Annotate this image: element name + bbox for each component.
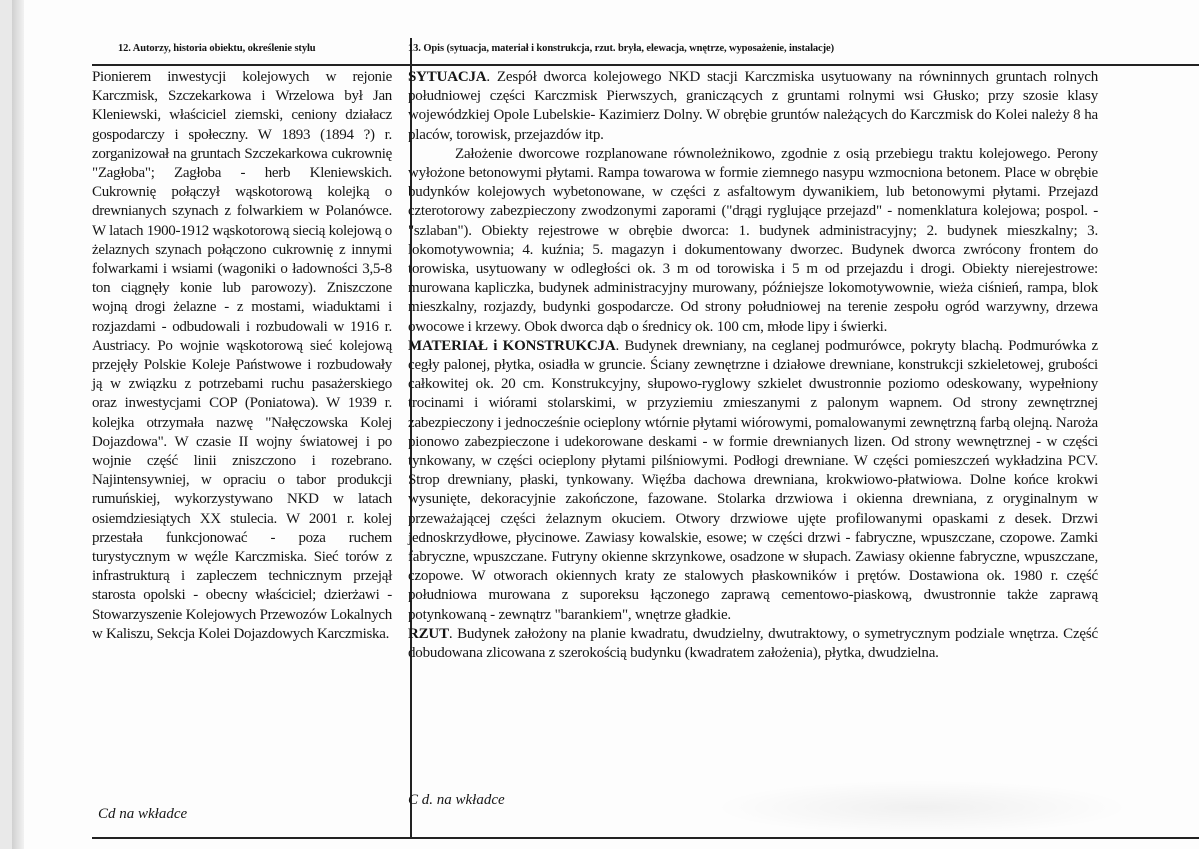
rzut-heading: RZUT bbox=[408, 625, 449, 642]
header-rule bbox=[92, 64, 1199, 66]
scan-edge bbox=[12, 0, 24, 849]
zalozenie-paragraph: Założenie dworcowe rozplanowane równoleżnikowo, zgodnie z osią przebiegu traktu kolejowego. Perony wyłożone betonowymi płytami. Rampa towarowa w formie ziemnego nasypu wzmocniona betonem. Place w obrębie budynków kolejowych wybetonowane, w części z asfaltowym dywanikiem, lub betonowymi płytami. Przejazd czterotorowy zabezpieczony zwodzonymi zaporami ("drągi ryglujące przejazd" - nomenklatura kolejowa; pospol. - "szlaban"). Obiekty rejestrowe w obrębie dworca: 1. budynek administracyjny; 2. budynek mieszkalny; 3. lokomotywownia; 4. kuźnia; 5. magazyn i dokumentowany dworzec. Budynek dworca zwrócony frontem do torowiska, usytuowany w odległości ok. 3 m od torowiska i 5 m od przejazdu i drogi. Obiekty nierejestrowe: murowana kapliczka, budynek administracyjny murowany, późniejsze lokomotywownie, wieża ciśnień, rampa, blok mieszkalny, rozjazdy, budynki gospodarcze. Od strony południowej na terenie zespołu ogród warzywny, drzewa owocowe i krzewy. Obok dworca dąb o średnicy ok. 100 cm, młode lipy i świerki. bbox=[408, 145, 1098, 335]
history-text: Pionierem inwestycji kolejowych w rejonie Karczmisk, Szczekarkowa i Wrzelowa był Jan Kleniewski, właściciel ziemski, ceniony działacz gospodarczy i społeczny. W 1893 (1894 ?) r. zorganizował na gruntach Szczekarkowa cukrownię "Zagłoba"; Zagłoba - herb Kleniewskich. Cukrownię połączył wąskotorową kolejką o drewnianych szynach z folwarkiem w Polanówce. W latach 1900-1912 wąskotorową siecią kolejową o żelaznych szynach połączono cukrownię z innymi folwarkami i wsiami (wagoniki o ładowności 3,5-8 ton ciągnęły konie lub parowozy). Zniszczone wojną drogi żelazne - z mostami, wiaduktami i rozjazdami - odbudowali i rozbudowali w 1916 r. Austriacy. Po wojnie wąskotorową sieć kolejową przejęły Polskie Koleje Państwowe i rozbudowały ją w związku z potrzebami ruchu pasażerskiego oraz inwestycjami COP (Poniatowa). W 1939 r. kolejka otrzymała nazwę "Nałęczowska Kolej Dojazdowa". W czasie II wojny światowej i po wojnie część linii zniszczono i rozebrano. Najintensywniej, w opraciu o tabor produkcji rumuńskiej, wykorzystywano NKD w latach osiemdziesiątych XX stulecia. W 2001 r. kolej przestała funkcjonować - poza ruchem turystycznym w węźle Karczmiska. Sieć torów z infrastrukturą i zapleczem technicznym przejął starosta opolski - obecny właściciel; dzierżawi - Stowarzyszenie Kolejowych Przewozów Lokalnych w Kaliszu, Sekcja Kolei Dojazdowych Karczmiska. bbox=[92, 69, 392, 642]
material-text: . Budynek drewniany, na ceglanej podmurówce, pokryty blachą. Podmurówka z cegły palonej, płytka, osiadła w gruncie. Ściany zewnętrzne i działowe drewniane, konstrukcji szkieletowej, grubości całkowitej ok. 20 cm. Konstrukcyjny, słupowo-ryglowy szkielet dwustronnie poziomo odeskowany, wypełniony trocinami i wiórami stolarskimi, w przyziemiu zmieszanymi z palonym wapnem. Od strony zewnętrznej zabezpieczony i jednocześnie ocieplony wtórnie płytami wiórowymi, pomalowanymi zewnętrzną farbą olejną. Naroża pionowo zabezpieczone i udekorowane deskami - w formie drewnianych lizen. Od strony wewnętrznej - w części tynkowany, w części ocieplony płytami pilśniowymi. Podłogi drewniane. W części pomieszczeń wykładzina PCV. Strop drewniany, płaski, tynkowany. Więźba dachowa drewniana, krokwiowo-płatwiowa. Dolne końce krokwi wysunięte, dekoracyjnie zakończone, fazowane. Stolarka drzwiowa i okienna drewniana, z oryginalnym w przeważającej części żelaznym okuciem. Otwory drzwiowe ujęte profilowanymi opaskami z desek. Drzwi jednoskrzydłowe, płycinowe. Zawiasy kowalskie, esowe; w części drzwi - fabryczne, wpuszczane, czopowe. Zamki fabryczne, wpuszczane. Futryny okienne skrzynkowe, osadzone w słupach. Zawiasy okienne fabryczne, wpuszczane, czopowe. W otworach okiennych kraty ze stalowych płaskowników i prętów. Dostawiona ok. 1980 r. część południowa murowana z suporeksu łączonego zaprawą cementowo-piaskową, dwustronnie także zaprawą potynkowaną - zewnątrz "barankiem", wnętrze gładkie. bbox=[408, 337, 1098, 623]
sytuacja-text: . Zespół dworca kolejowego NKD stacji Karczmiska usytuowany na równinnych gruntach rolnych południowej części Karczmisk Pierwszych, graniczących z gruntami rolnymi wsi Głusko; przy szosie klasy wojewódzkiej Opole Lubelskie- Kazimierz Dolny. W obrębie gruntów należących do Karczmisk do Kolei należy 8 ha placów, torowisk, przejazdów itp. bbox=[408, 69, 1098, 143]
sytuacja-paragraph bbox=[408, 68, 1098, 145]
rzut-paragraph bbox=[408, 625, 1098, 663]
section-13-header: 13. Opis (sytuacja, materiał i konstrukcja, rzut. bryła, elewacja, wnętrze, wyposażenie, instalacje) bbox=[408, 43, 834, 54]
description-column bbox=[408, 68, 1098, 663]
sytuacja-heading: SYTUACJA bbox=[408, 69, 487, 85]
description-continuation-note: C d. na wkładce bbox=[408, 792, 505, 808]
material-paragraph bbox=[408, 337, 1098, 625]
bottom-rule bbox=[92, 837, 1199, 839]
material-heading: MATERIAŁ i KONSTRUKCJA bbox=[408, 337, 616, 354]
scan-smudge bbox=[712, 780, 1132, 835]
history-column bbox=[92, 68, 392, 644]
section-12-header: 12. Autorzy, historia obiektu, określenie stylu bbox=[118, 43, 316, 54]
history-continuation-note: Cd na wkładce bbox=[98, 806, 188, 822]
rzut-text: . Budynek założony na planie kwadratu, dwudzielny, dwutraktowy, o symetrycznym podziale wnętrza. Część dobudowana zlicowana z szerokością budynku (kwadratem założenia), płytka, dwudzielna. bbox=[408, 625, 1098, 662]
